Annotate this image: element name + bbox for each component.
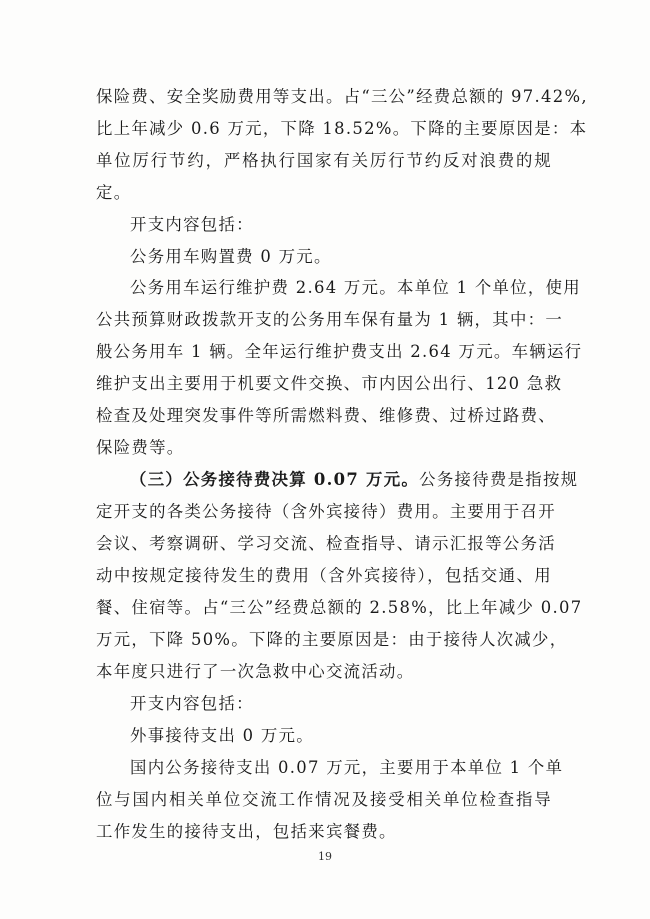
reception-expense-definition-start: 公务接待费是指按规 bbox=[419, 470, 579, 489]
paragraph-3-line-7: 本年度只进行了一次急救中心交流活动。 bbox=[96, 662, 415, 681]
paragraph-1-line-3: 单位厉行节约，严格执行国家有关厉行节约反对浪费的规 bbox=[96, 151, 552, 170]
paragraph-2-line-4: 维护支出主要用于机要文件交换、市内因公出行、120 急救 bbox=[96, 374, 563, 393]
paragraph-3-line-6: 万元，下降 50%。下降的主要原因是：由于接待人次减少， bbox=[96, 630, 568, 649]
paragraph-2-line-6: 保险费等。 bbox=[96, 438, 185, 457]
foreign-reception-line: 外事接待支出 0 万元。 bbox=[130, 726, 314, 745]
paragraph-3-line-2: 定开支的各类公务接待（含外宾接待）费用。主要用于召开 bbox=[96, 502, 556, 521]
paragraph-2-line-1: 公务用车运行维护费 2.64 万元。本单位 1 个单位，使用 bbox=[130, 278, 581, 297]
paragraph-1-line-1: 保险费、安全奖励费用等支出。占“三公”经费总额的 97.42%, bbox=[96, 87, 588, 106]
paragraph-2-line-5: 检查及处理突发事件等所需燃料费、维修费、过桥过路费、 bbox=[96, 406, 556, 425]
paragraph-4-line-1: 国内公务接待支出 0.07 万元，主要用于本单位 1 个单 bbox=[130, 758, 564, 777]
expense-contents-heading: 开支内容包括： bbox=[130, 215, 254, 234]
expense-contents-heading-2: 开支内容包括： bbox=[130, 694, 254, 713]
paragraph-1-line-2: 比上年减少 0.6 万元，下降 18.52%。下降的主要原因是：本 bbox=[96, 119, 588, 138]
paragraph-1-line-4: 定。 bbox=[96, 183, 132, 202]
paragraph-3-line-5: 餐、住宿等。占“三公”经费总额的 2.58%，比上年减少 0.07 bbox=[96, 598, 583, 617]
paragraph-3-line-1 bbox=[130, 469, 579, 491]
page-number: 19 bbox=[318, 850, 332, 863]
paragraph-3-line-3: 会议、考察调研、学习交流、检查指导、请示汇报等公务活 bbox=[96, 534, 556, 553]
reception-expense-heading: （三）公务接待费决算 0.07 万元。 bbox=[130, 470, 420, 489]
vehicle-purchase-line: 公务用车购置费 0 万元。 bbox=[130, 247, 332, 266]
paragraph-3-line-4: 动中按规定接待发生的费用（含外宾接待），包括交通、用 bbox=[96, 566, 552, 585]
paragraph-2-line-3: 般公务用车 1 辆。全年运行维护费支出 2.64 万元。车辆运行 bbox=[96, 342, 583, 361]
paragraph-2-line-2: 公共预算财政拨款开支的公务用车保有量为 1 辆，其中：一 bbox=[96, 310, 564, 329]
paragraph-4-line-2: 位与国内相关单位交流工作情况及接受相关单位检查指导 bbox=[96, 790, 552, 809]
paragraph-4-line-3: 工作发生的接待支出，包括来宾餐费。 bbox=[96, 822, 397, 841]
